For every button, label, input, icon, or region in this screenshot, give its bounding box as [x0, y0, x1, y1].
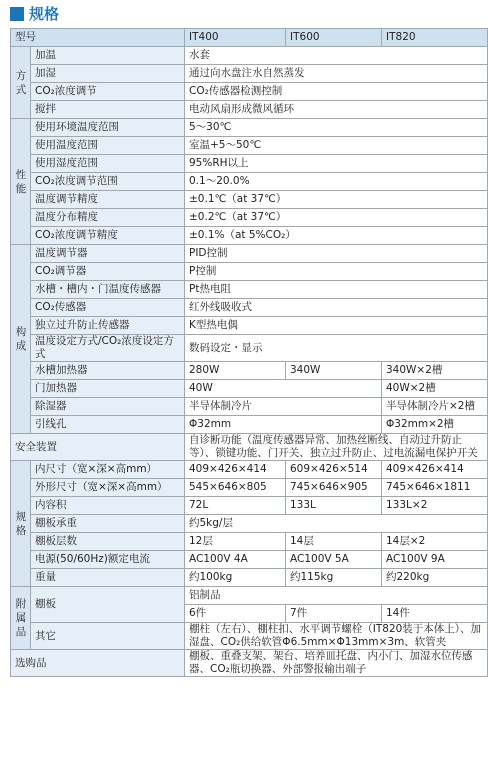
cell-it820: 半导体制冷片×2槽 [382, 398, 488, 416]
cell-it600: 约115kg [286, 569, 382, 587]
table-row [11, 155, 488, 173]
table-row [11, 137, 488, 155]
row-label: 温度设定方式/CO₂浓度设定方式 [31, 335, 185, 362]
cell-it820: AC100V 9A [382, 551, 488, 569]
row-label: 电源(50/60Hz)额定电流 [31, 551, 185, 569]
table-row [11, 650, 488, 677]
row-value: 自诊断功能（温度传感器异常、加热丝断线、自动过升防止等）、锁键功能、门开关、独立过升防止、过电流漏电保护开关 [185, 434, 488, 461]
column-header-it820: IT820 [382, 29, 488, 47]
row-value: 约5kg/层 [185, 515, 488, 533]
table-row [11, 461, 488, 479]
row-value: ±0.2℃（at 37℃） [185, 209, 488, 227]
row-label: 水槽・槽内・门温度传感器 [31, 281, 185, 299]
cell-it820: 409×426×414 [382, 461, 488, 479]
cell-it600: 745×646×905 [286, 479, 382, 497]
table-row [11, 227, 488, 245]
table-row [11, 299, 488, 317]
row-label: 重量 [31, 569, 185, 587]
row-value: 铝制品 [185, 587, 488, 605]
group-label-options: 选购品 [11, 650, 185, 677]
row-label: 使用温度范围 [31, 137, 185, 155]
cell-it600: 14层 [286, 533, 382, 551]
group-label-accessories: 附属品 [11, 587, 31, 650]
row-label: 内容积 [31, 497, 185, 515]
row-label: 水槽加热器 [31, 362, 185, 380]
row-value: 数码设定・显示 [185, 335, 488, 362]
table-row [11, 416, 488, 434]
cell-it400-it600: 半导体制冷片 [185, 398, 382, 416]
row-label: CO₂调节器 [31, 263, 185, 281]
row-value: ±0.1%（at 5%CO₂） [185, 227, 488, 245]
cell-it600: 133L [286, 497, 382, 515]
cell-it400: AC100V 4A [185, 551, 286, 569]
row-value: 通过向水盘注水自然蒸发 [185, 65, 488, 83]
table-row [11, 569, 488, 587]
cell-it400-it600: Φ32mm [185, 416, 382, 434]
row-label: 温度调节器 [31, 245, 185, 263]
table-row [11, 533, 488, 551]
table-row [11, 398, 488, 416]
row-value: Pt热电阻 [185, 281, 488, 299]
column-header-model: 型号 [11, 29, 185, 47]
group-label-safety: 安全装置 [11, 434, 185, 461]
table-row [11, 515, 488, 533]
table-row [11, 281, 488, 299]
table-header-row [11, 29, 488, 47]
row-label: CO₂浓度调节精度 [31, 227, 185, 245]
row-value: K型热电偶 [185, 317, 488, 335]
table-row [11, 317, 488, 335]
row-label: 独立过升防止传感器 [31, 317, 185, 335]
table-row [11, 65, 488, 83]
row-value: ±0.1℃（at 37℃） [185, 191, 488, 209]
spec-table [10, 28, 488, 677]
row-label: 棚板 [31, 587, 185, 623]
row-label: 除湿器 [31, 398, 185, 416]
table-row [11, 335, 488, 362]
cell-it400: 280W [185, 362, 286, 380]
row-label: 使用湿度范围 [31, 155, 185, 173]
cell-it820: 133L×2 [382, 497, 488, 515]
row-value: 95%RH以上 [185, 155, 488, 173]
row-label: 内尺寸（宽×深×高mm） [31, 461, 185, 479]
table-row [11, 209, 488, 227]
table-row [11, 479, 488, 497]
row-value: 棚柱（左右）、棚柱扣、水平调节螺栓（IT820装于本体上）、加湿盘、CO₂供给软管Φ6.5mm×Φ13mm×3m、软管夹 [185, 623, 488, 650]
row-label: CO₂浓度调节 [31, 83, 185, 101]
cell-it820: Φ32mm×2槽 [382, 416, 488, 434]
row-value: 室温+5～50℃ [185, 137, 488, 155]
table-row [11, 47, 488, 65]
row-value: 棚板、重叠支架、架台、培养皿托盘、内小门、加湿水位传感器、CO₂瓶切换器、外部警报输出端子 [185, 650, 488, 677]
row-value: PID控制 [185, 245, 488, 263]
row-value: 5～30℃ [185, 119, 488, 137]
group-label-performance: 性能 [11, 119, 31, 245]
cell-it820: 340W×2槽 [382, 362, 488, 380]
section-header [0, 0, 488, 28]
row-label: CO₂传感器 [31, 299, 185, 317]
cell-it600: AC100V 5A [286, 551, 382, 569]
row-label: 外形尺寸（宽×深×高mm） [31, 479, 185, 497]
row-label: CO₂浓度调节范围 [31, 173, 185, 191]
table-row [11, 434, 488, 461]
group-label-structure: 构成 [11, 245, 31, 434]
table-row [11, 623, 488, 650]
row-label: 引线孔 [31, 416, 185, 434]
table-row [11, 173, 488, 191]
row-label: 门加热器 [31, 380, 185, 398]
row-value: P控制 [185, 263, 488, 281]
cell-it820: 14件 [382, 605, 488, 623]
table-row [11, 191, 488, 209]
group-label-spec: 规格 [11, 461, 31, 587]
cell-it400: 约100kg [185, 569, 286, 587]
row-label: 温度调节精度 [31, 191, 185, 209]
row-label: 温度分布精度 [31, 209, 185, 227]
table-row [11, 101, 488, 119]
cell-it400: 72L [185, 497, 286, 515]
cell-it400: 12层 [185, 533, 286, 551]
cell-it400: 409×426×414 [185, 461, 286, 479]
cell-it400: 6件 [185, 605, 286, 623]
cell-it820: 745×646×1811 [382, 479, 488, 497]
row-value: 水套 [185, 47, 488, 65]
row-value: CO₂传感器检测控制 [185, 83, 488, 101]
cell-it400: 545×646×805 [185, 479, 286, 497]
cell-it820: 40W×2槽 [382, 380, 488, 398]
table-row [11, 551, 488, 569]
row-label: 使用环境温度范围 [31, 119, 185, 137]
table-row [11, 497, 488, 515]
row-label: 其它 [31, 623, 185, 650]
column-header-it400: IT400 [185, 29, 286, 47]
table-row [11, 119, 488, 137]
cell-it600: 340W [286, 362, 382, 380]
section-title: 规格 [29, 5, 60, 23]
cell-it820: 约220kg [382, 569, 488, 587]
table-row [11, 362, 488, 380]
column-header-it600: IT600 [286, 29, 382, 47]
cell-it600: 609×426×514 [286, 461, 382, 479]
group-label-method: 方式 [11, 47, 31, 119]
row-label: 加温 [31, 47, 185, 65]
row-label: 搅拌 [31, 101, 185, 119]
table-row [11, 587, 488, 605]
cell-it400-it600: 40W [185, 380, 382, 398]
row-label: 棚板承重 [31, 515, 185, 533]
row-label: 加湿 [31, 65, 185, 83]
square-bullet-icon [10, 7, 24, 21]
table-row [11, 83, 488, 101]
cell-it820: 14层×2 [382, 533, 488, 551]
table-row [11, 245, 488, 263]
row-value: 电动风扇形成微风循环 [185, 101, 488, 119]
cell-it600: 7件 [286, 605, 382, 623]
row-value: 红外线吸收式 [185, 299, 488, 317]
table-row [11, 380, 488, 398]
row-label: 棚板层数 [31, 533, 185, 551]
row-value: 0.1～20.0% [185, 173, 488, 191]
table-row [11, 263, 488, 281]
